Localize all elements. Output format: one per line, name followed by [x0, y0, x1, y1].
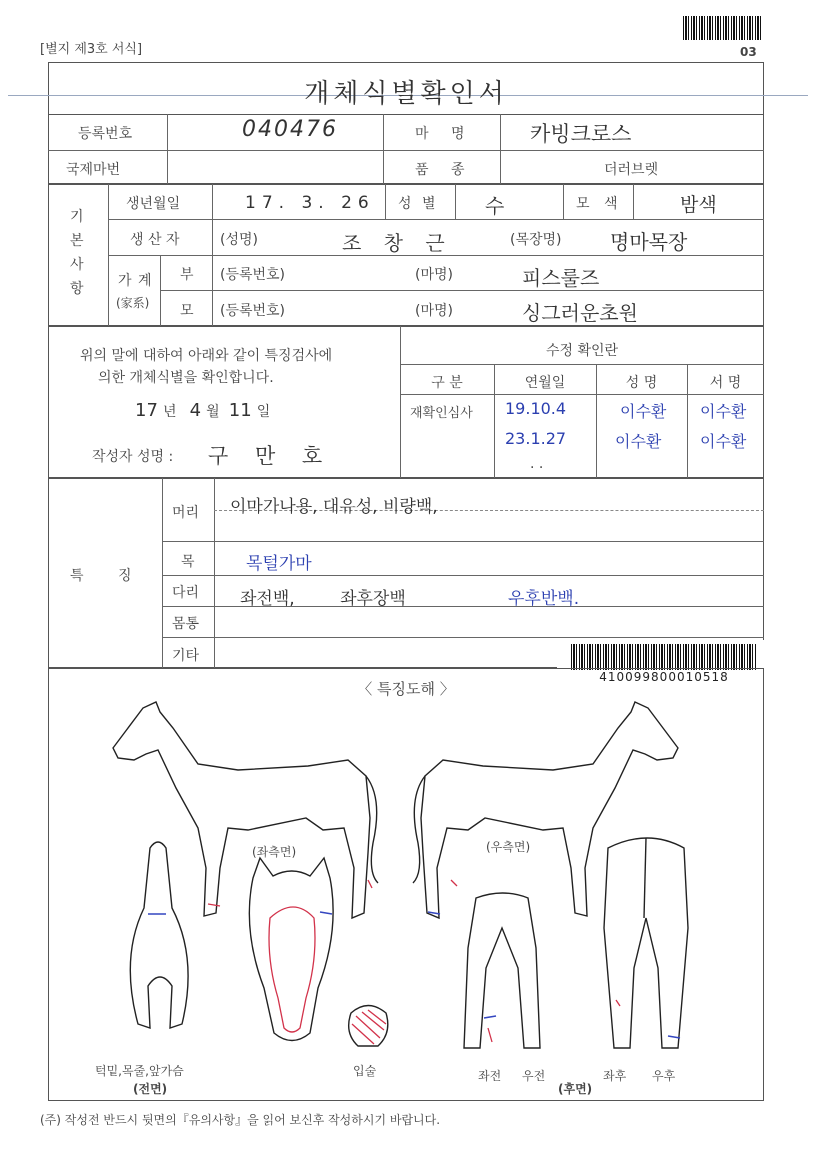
front-caption: 턱밑,목줄,앞가슴	[95, 1064, 184, 1078]
dam-name-hint: (마명)	[415, 303, 453, 319]
legs-label: 다리	[172, 585, 200, 601]
features-section-label: 특 징	[70, 568, 132, 584]
revision-col-type: 구 분	[431, 375, 463, 391]
revision-row1-type: 재확인심사	[410, 406, 473, 421]
legs-value-black: 좌전백, 좌후장백	[240, 589, 406, 609]
left-rear-caption: 좌후	[603, 1069, 627, 1083]
head-value: 이마가나용, 대유성, 비량백,	[230, 497, 438, 517]
cert-year-unit: 년	[163, 404, 177, 420]
footnote: (주) 작성전 반드시 뒷면의『유의사항』을 읽어 보신후 작성하시기 바랍니다.	[40, 1113, 441, 1127]
cert-month-unit: 월	[206, 404, 220, 420]
diagram-title: 〈 특징도해 〉	[357, 680, 455, 698]
statement-line1: 위의 말에 대하여 아래와 같이 특징검사에	[80, 348, 333, 364]
lips-view	[349, 1006, 388, 1047]
revision-row1-sign: 이수환	[700, 402, 747, 421]
breeder-name-value: 조 창 근	[342, 231, 453, 255]
left-front-caption: 좌전	[478, 1069, 502, 1083]
intl-no-label: 국제마번	[66, 162, 121, 178]
front-legs-view	[464, 893, 540, 1048]
pedigree-hanja: (家系)	[116, 296, 150, 310]
head-front-view	[249, 858, 333, 1041]
statement-line2: 의한 개체식별을 확인합니다.	[98, 370, 274, 386]
revision-row1-name: 이수환	[620, 402, 667, 421]
rear-view-caption: (후면)	[558, 1082, 593, 1096]
neck-value: 목털가마	[246, 554, 312, 574]
sex-label: 성 별	[398, 196, 436, 212]
left-side-caption: (좌측면)	[252, 845, 297, 859]
cert-year: 17	[135, 400, 158, 421]
cert-date	[135, 400, 270, 421]
birth-label: 생년월일	[126, 196, 181, 212]
right-side-caption: (우측면)	[486, 840, 531, 854]
breeder-name-hint: (성명)	[220, 232, 258, 248]
birth-value: 17. 3. 26	[245, 193, 375, 213]
body-label: 몸통	[172, 616, 200, 632]
head-label: 머리	[172, 505, 200, 521]
sire-value: 피스룰즈	[522, 266, 600, 290]
revision-row1-date: 19.10.4	[505, 399, 567, 418]
front-view-neck	[130, 842, 188, 1028]
right-side-horse	[413, 702, 678, 918]
basic-section-label: 기본사항	[70, 209, 84, 297]
revision-row3-date: . .	[530, 456, 544, 472]
farm-value: 명마목장	[610, 230, 688, 254]
sire-reg-hint: (등록번호)	[220, 267, 286, 283]
legs-value-blue: 우후반백.	[508, 589, 580, 609]
revision-col-date: 연월일	[524, 375, 566, 391]
color-value: 밤색	[680, 194, 717, 216]
revision-row2-sign: 이수환	[700, 432, 747, 451]
sticker-number: 410099800010518	[599, 670, 729, 684]
revision-row2-date: 23.1.27	[505, 429, 567, 448]
revision-col-sign: 서 명	[709, 375, 742, 391]
dam-value: 싱그러운초원	[522, 301, 638, 325]
revision-col-name: 성 명	[625, 375, 658, 391]
page-number: 03	[740, 45, 757, 59]
breed-value: 더러브렛	[604, 162, 659, 178]
right-rear-caption: 우후	[652, 1069, 676, 1083]
right-front-caption: 우전	[522, 1069, 546, 1083]
breed-label: 품 종	[415, 162, 465, 178]
sticker-barcode	[571, 644, 757, 670]
author-value: 구 만 호	[208, 444, 333, 468]
horse-name-value: 카빙크로스	[530, 122, 632, 146]
hind-legs-view	[604, 838, 688, 1048]
page-title: 개체식별확인서	[304, 79, 508, 109]
author-label: 작성자 성명 :	[92, 449, 174, 465]
horse-diagram	[48, 668, 764, 1101]
reg-no-value: 040476	[242, 117, 338, 142]
lip-caption: 입술	[353, 1064, 377, 1078]
front-view-caption: (전면)	[133, 1082, 168, 1096]
top-barcode	[683, 16, 763, 40]
breeder-label: 생 산 자	[130, 232, 180, 248]
cert-day: 11	[228, 400, 252, 421]
cert-day-unit: 일	[256, 404, 271, 420]
sire-name-hint: (마명)	[415, 267, 453, 283]
etc-label: 기타	[172, 648, 200, 664]
cert-month: 4	[189, 400, 202, 421]
dam-reg-hint: (등록번호)	[220, 303, 286, 319]
form-code: [별지 제3호 서식]	[40, 42, 143, 57]
revision-header: 수정 확인란	[545, 343, 619, 359]
sire-label: 부	[180, 267, 194, 283]
neck-label: 목	[181, 554, 195, 570]
revision-row2-name: 이수환	[615, 432, 662, 451]
reg-no-label: 등록번호	[78, 126, 133, 142]
farm-hint: (목장명)	[510, 232, 562, 248]
horse-name-label: 마 명	[415, 126, 465, 142]
left-side-horse	[113, 702, 378, 918]
dam-label: 모	[180, 303, 194, 319]
sex-value: 수	[485, 194, 505, 218]
pedigree-label: 가 계	[118, 273, 152, 289]
color-label: 모 색	[576, 196, 618, 212]
